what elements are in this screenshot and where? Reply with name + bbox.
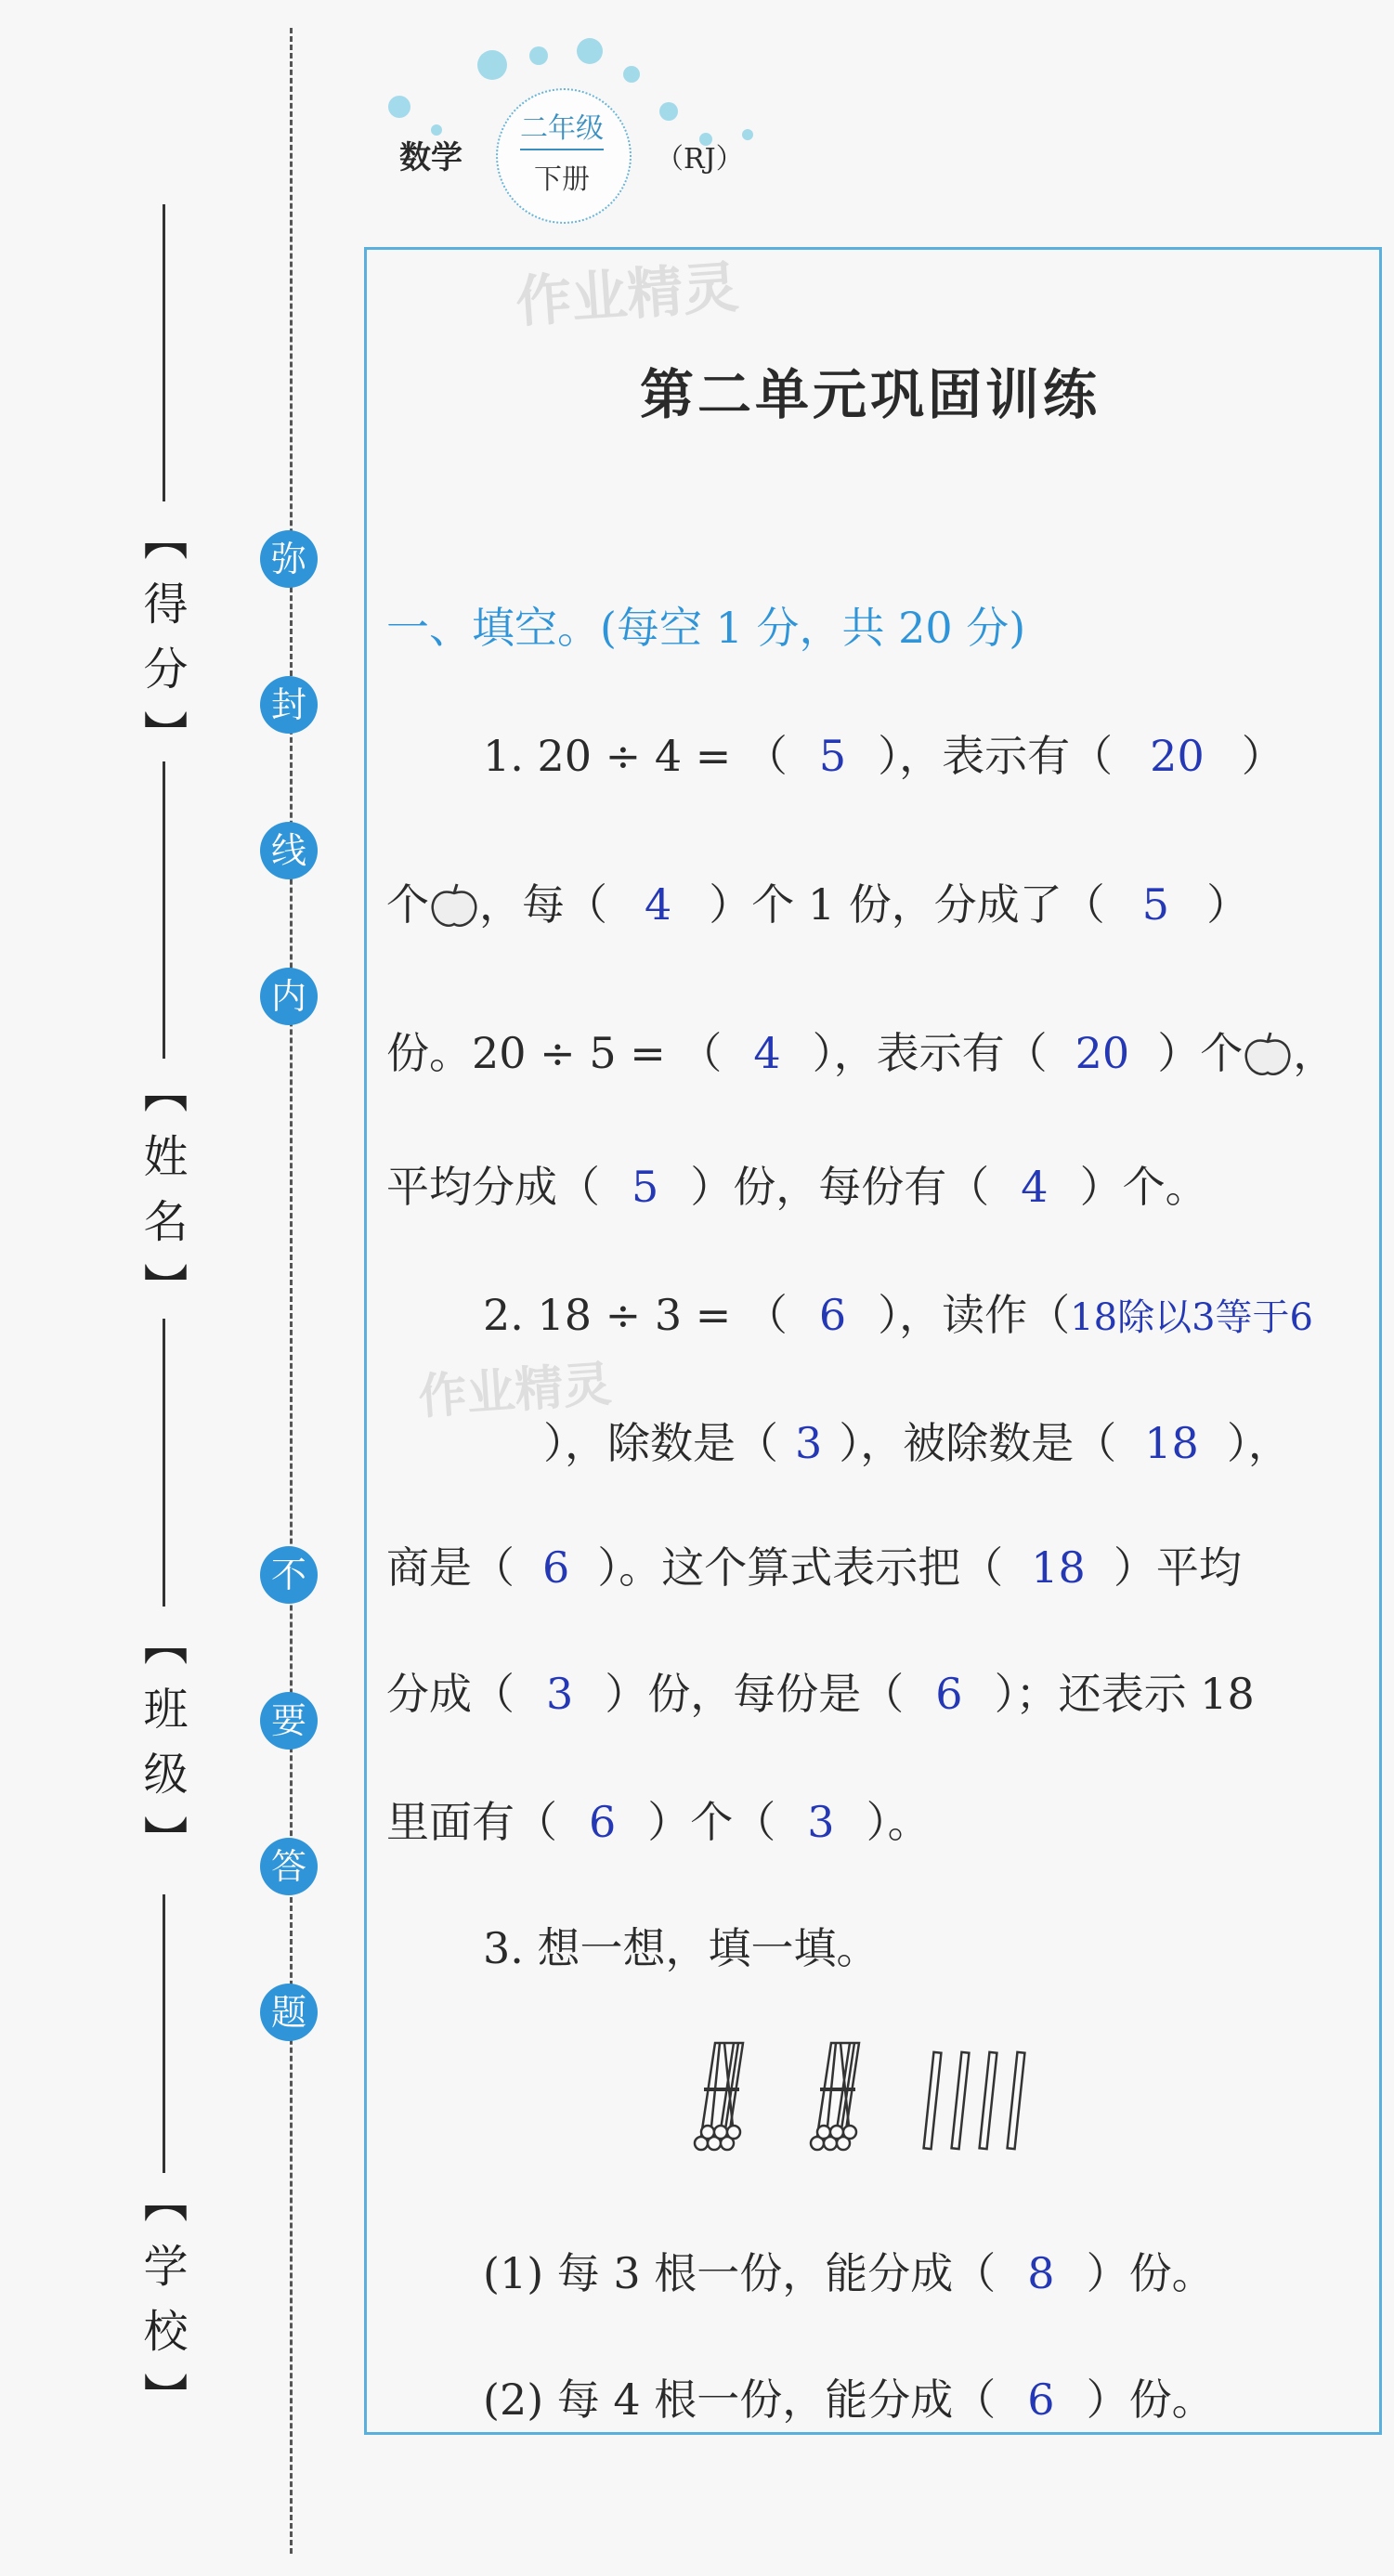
answer: 3 (546, 1669, 574, 1719)
q2-line-2: ），除数是（ 3 ），被除数是（ 18 ）， (543, 1418, 1291, 1468)
seal-char: 要 (260, 1692, 318, 1750)
answer: 5 (818, 731, 847, 781)
answer: 20 (1075, 1028, 1130, 1078)
watermark: 作业精灵 (416, 1356, 614, 1426)
school-label: 【学校】 (136, 2178, 188, 2438)
watermark: 作业精灵 (514, 254, 741, 336)
q3-sub-1: (1) 每 3 根一份，能分成（ 8 ）份。 (483, 2248, 1215, 2298)
q1-line-4: 平均分成（ 5 ）份，每份有（ 4 ）个。 (386, 1162, 1208, 1212)
q2-line-4: 分成（ 3 ）份，每份是（ 6 ）；还表示 18 (386, 1669, 1255, 1719)
score-label: 【得分】 (136, 515, 188, 775)
answer: 4 (1021, 1162, 1049, 1212)
answer: 8 (1027, 2248, 1055, 2298)
seal-char: 题 (260, 1984, 318, 2041)
answer: 18 (1031, 1542, 1086, 1593)
q1-line-2: 个 ，每（ 4 ）个 1 份，分成了（ 5 ） (386, 879, 1250, 930)
apple-icon (429, 882, 479, 929)
badge-divider (520, 149, 604, 150)
q3-stem: 3. 想一想，填一填。 (483, 1923, 879, 1973)
seal-char: 内 (260, 968, 318, 1025)
binding-dashed-line (290, 28, 293, 2554)
answer: 20 (1150, 731, 1205, 781)
answer: 4 (645, 879, 672, 930)
page-title: 第二单元巩固训练 (639, 363, 1101, 426)
answer: 6 (542, 1542, 570, 1593)
answer: 18除以3等于6 (1070, 1296, 1313, 1339)
school-underline (163, 1894, 165, 2173)
q3-sub-2: (2) 每 4 根一份，能分成（ 6 ）份。 (483, 2374, 1215, 2425)
answer: 6 (818, 1290, 847, 1340)
answer: 3 (795, 1418, 823, 1468)
class-label: 【班级】 (136, 1620, 188, 1880)
seal-char: 线 (260, 822, 318, 879)
answer: 5 (632, 1162, 659, 1212)
sticks-bundles-icon (669, 2034, 1040, 2164)
header-subject: 数学 (399, 139, 462, 176)
q2-line-1: 2. 18 ÷ 3 = （ 6 ），读作（18除以3等于6 (483, 1290, 1313, 1340)
q2-line-3: 商是（ 6 ）。这个算式表示把（ 18 ）平均 (386, 1542, 1242, 1593)
header-edition: （RJ） (656, 143, 744, 176)
seal-char: 不 (260, 1546, 318, 1604)
answer: 4 (753, 1028, 781, 1078)
answer: 3 (807, 1797, 835, 1847)
seal-char: 弥 (260, 530, 318, 588)
answer: 5 (1141, 879, 1170, 930)
seal-char: 答 (260, 1838, 318, 1895)
name-underline (163, 761, 165, 1059)
header-volume: 下册 (534, 163, 590, 196)
answer: 6 (935, 1669, 963, 1719)
seal-char: 封 (260, 676, 318, 734)
q1-line-3: 份。20 ÷ 5 = （ 4 ），表示有（ 20 ）个 ， (386, 1028, 1336, 1078)
answer: 18 (1144, 1418, 1199, 1468)
apple-icon (1243, 1031, 1293, 1077)
header-grade: 二年级 (520, 112, 604, 145)
name-label: 【姓名】 (136, 1068, 188, 1328)
score-underline (163, 204, 165, 501)
answer: 6 (1027, 2374, 1055, 2425)
q1-line-1: 1. 20 ÷ 4 = （ 5 ），表示有（ 20 ） (483, 731, 1284, 781)
section-heading: 一、填空。(每空 1 分，共 20 分) (386, 603, 1026, 653)
q2-line-5: 里面有（ 6 ）个（ 3 ）。 (386, 1797, 931, 1847)
answer: 6 (589, 1797, 617, 1847)
class-underline (163, 1319, 165, 1607)
